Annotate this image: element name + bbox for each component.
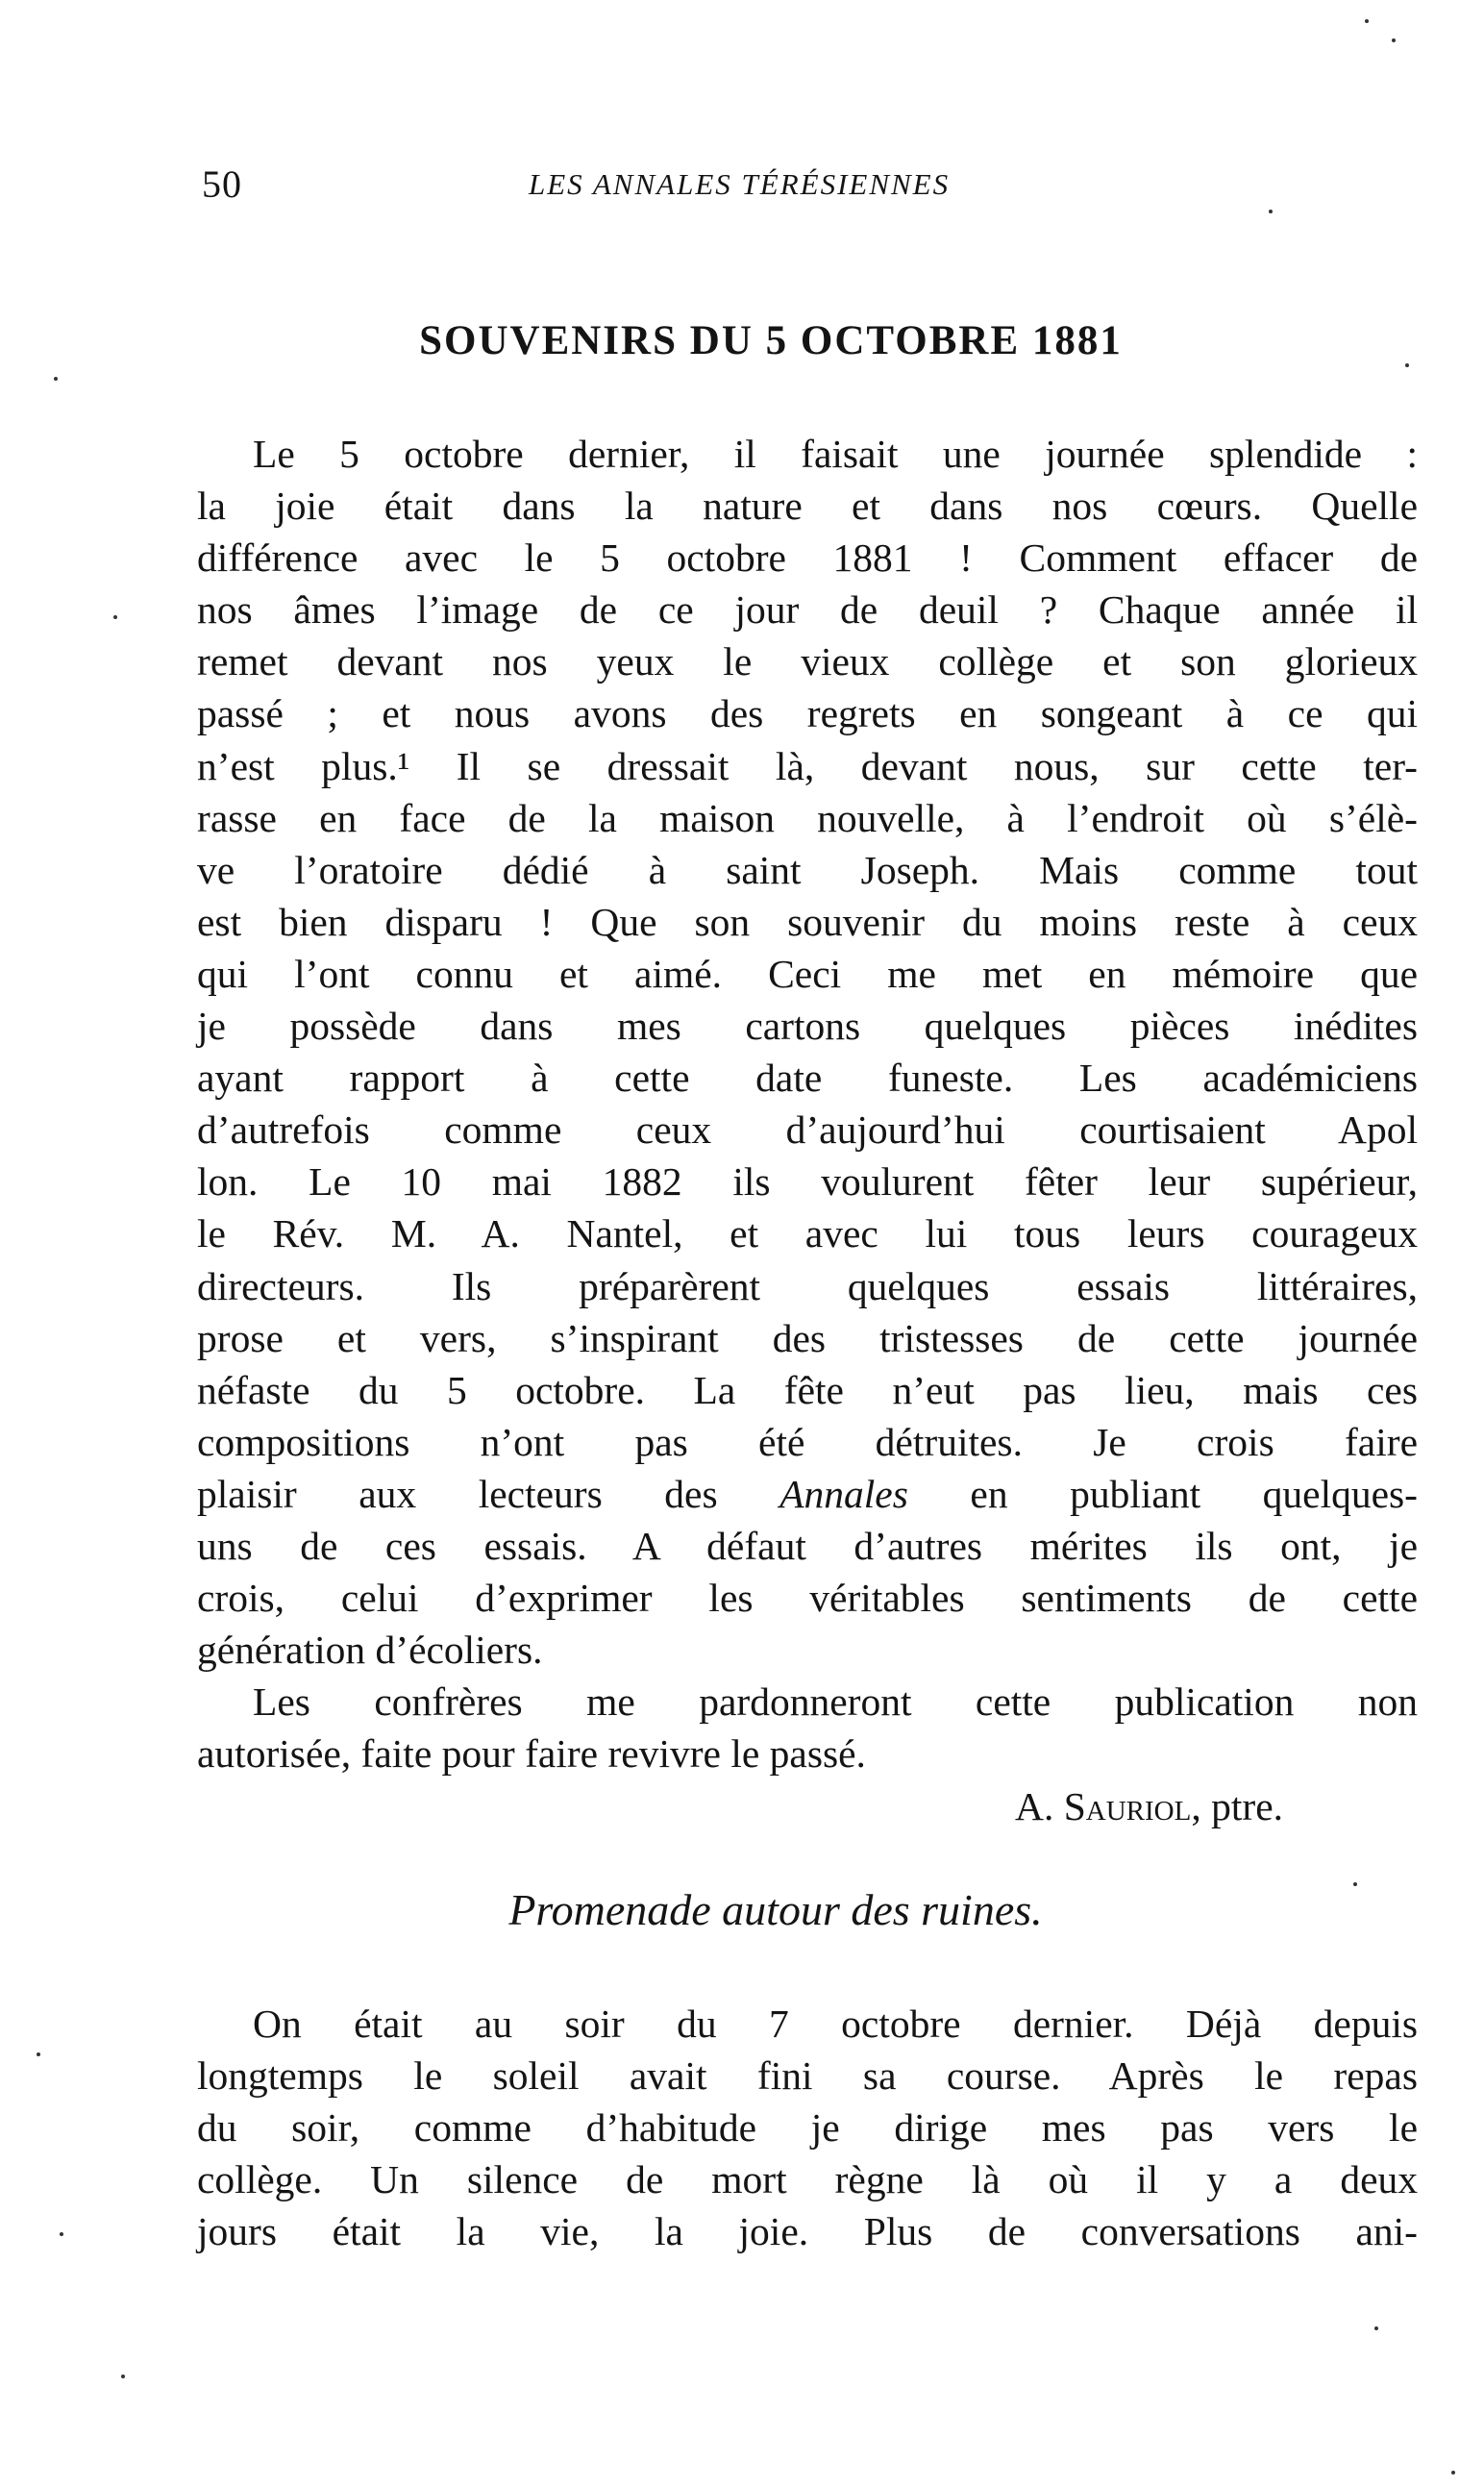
scan-speck [1451, 2471, 1455, 2475]
body-line: différence avec le 5 octobre 1881 ! Comment effacer de [197, 535, 1418, 581]
scan-speck [113, 615, 117, 619]
author-title: ptre. [1200, 1784, 1283, 1828]
body-line: remet devant nos yeux le vieux collège et son glorieux [197, 639, 1418, 684]
body-line: est bien disparu ! Que son souvenir du moins reste à ceux [197, 899, 1418, 944]
scan-speck [60, 2232, 63, 2236]
body-line: autorisée, faite pour faire revivre le passé. [197, 1731, 866, 1777]
body-line: qui l’ont connu et aimé. Ceci me met en mémoire que [197, 951, 1418, 996]
body-line: prose et vers, s’inspirant des tristesses de cette journée [197, 1315, 1418, 1360]
article-title: SOUVENIRS DU 5 OCTOBRE 1881 [419, 318, 1123, 363]
scan-speck [1353, 1882, 1357, 1886]
body-line: ve l’oratoire dédié à saint Joseph. Mais comme tout [197, 847, 1418, 892]
body-line: On était au soir du 7 octobre dernier. Déjà depuis [253, 2002, 1418, 2046]
scan-speck [1392, 38, 1396, 42]
body-line: compositions n’ont pas été détruites. Je crois faire [197, 1419, 1418, 1464]
author-name: A. Sauriol, [1015, 1784, 1201, 1828]
body-line: jours était la vie, la joie. Plus de conversations ani- [197, 2209, 1418, 2254]
running-head [202, 162, 1422, 210]
body-line: directeurs. Ils préparèrent quelques essais littéraires, [197, 1263, 1418, 1308]
body-line: je possède dans mes cartons quelques pièces inédites [197, 1004, 1418, 1049]
text-run: plaisir aux lecteurs des [197, 1471, 780, 1516]
journal-title: LES ANNALES TÉRÉSIENNES [529, 167, 951, 201]
scan-speck [1365, 19, 1369, 23]
body-line: passé ; et nous avons des regrets en songeant à ce qui [197, 691, 1418, 736]
body-line: Les confrères me pardonneront cette publication non [253, 1679, 1418, 1725]
author-signature [0, 1783, 1283, 1829]
scan-speck [37, 2052, 40, 2056]
section-title: Promenade autour des ruines. [508, 1885, 1043, 1934]
body-line: n’est plus.¹ Il se dressait là, devant nous, sur cette ter- [197, 743, 1418, 788]
body-line: rasse en face de la maison nouvelle, à l’endroit où s’élè- [197, 795, 1418, 840]
article-body [197, 428, 1418, 1779]
italic-journal-name: Annales [779, 1471, 908, 1516]
scan-speck [54, 377, 58, 381]
body-line: le Rév. M. A. Nantel, et avec lui tous leurs courageux [197, 1211, 1418, 1256]
body-line: génération d’écoliers. [197, 1628, 543, 1673]
scan-speck [1269, 210, 1273, 213]
section-body [197, 1998, 1418, 2257]
body-line: nos âmes l’image de ce jour de deuil ? Chaque année il [197, 587, 1418, 633]
body-line-with-italic [197, 1468, 1418, 1520]
body-line: lon. Le 10 mai 1882 ils voulurent fêter leur supérieur, [197, 1159, 1418, 1205]
body-line: collège. Un silence de mort règne là où il y a deux [197, 2157, 1418, 2202]
body-line: ayant rapport à cette date funeste. Les académiciens [197, 1056, 1418, 1101]
body-line: longtemps le soleil avait fini sa course. Après le repas [197, 2053, 1418, 2099]
body-line: Le 5 octobre dernier, il faisait une journée splendide : [253, 432, 1418, 476]
body-line: d’autrefois comme ceux d’aujourd’hui courtisaient Apol [197, 1107, 1418, 1153]
page-number: 50 [202, 162, 242, 206]
scan-speck [1405, 363, 1409, 367]
scan-speck [121, 2375, 125, 2378]
text-run: en publiant quelques- [907, 1471, 1418, 1516]
body-line: uns de ces essais. A défaut d’autres mérites ils ont, je [197, 1523, 1418, 1568]
body-line: crois, celui d’exprimer les véritables sentiments de cette [197, 1576, 1418, 1621]
body-line: néfaste du 5 octobre. La fête n’eut pas lieu, mais ces [197, 1367, 1418, 1412]
body-line: la joie était dans la nature et dans nos cœurs. Quelle [197, 484, 1418, 529]
scan-speck [1374, 2326, 1378, 2330]
body-line: du soir, comme d’habitude je dirige mes pas vers le [197, 2105, 1418, 2151]
